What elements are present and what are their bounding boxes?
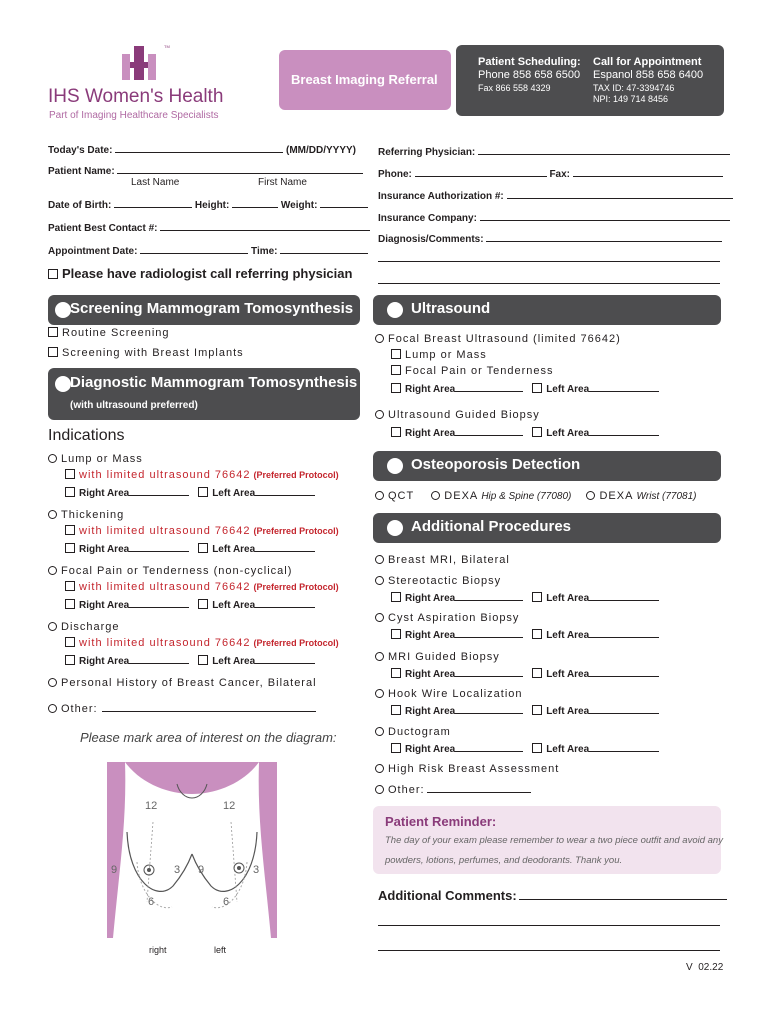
radio[interactable]: [48, 566, 57, 575]
left-area-label: Left Area: [546, 706, 590, 717]
diagnosis-label: Diagnosis/Comments:: [378, 234, 484, 245]
ap-other-option[interactable]: [375, 783, 531, 796]
reminder-text-line-2: powders, lotions, perfumes, and deodorants. Thank you.: [385, 855, 623, 866]
dob-label: Date of Birth:: [48, 200, 112, 211]
ind-focal-pain-areas[interactable]: [65, 598, 315, 611]
option-label: Hook Wire Localization: [388, 688, 523, 700]
preferred-protocol: (Preferred Protocol): [253, 470, 339, 480]
diagram-right-label: right: [149, 945, 167, 955]
routine-screening-option[interactable]: [48, 327, 170, 339]
radio[interactable]: [48, 678, 57, 687]
option-label: Focal Pain or Tenderness (non-cyclical): [61, 565, 293, 577]
checkbox[interactable]: [532, 383, 542, 393]
right-area-label: Right Area: [405, 428, 456, 439]
right-clock-12: 12: [145, 800, 158, 812]
ind-discharge-option[interactable]: [48, 621, 120, 633]
osteo-dexa-wrist-option[interactable]: [586, 490, 696, 502]
todays-date-field[interactable]: [48, 143, 356, 156]
checkbox[interactable]: [532, 705, 542, 715]
ind-thickening-option[interactable]: [48, 509, 124, 521]
appointment-espanol: Espanol 858 658 6400: [593, 69, 704, 81]
checkbox[interactable]: [198, 543, 208, 553]
radio[interactable]: [48, 704, 57, 713]
checkbox[interactable]: [48, 327, 58, 337]
radio[interactable]: [48, 510, 57, 519]
breast-diagram-illustration: [107, 762, 277, 938]
us-focal-areas[interactable]: [391, 382, 659, 395]
comments-line-2[interactable]: [378, 925, 720, 926]
radio[interactable]: [48, 454, 57, 463]
ultrasound-title: Ultrasound: [411, 300, 491, 317]
radio[interactable]: [375, 491, 384, 500]
checkbox[interactable]: [532, 629, 542, 639]
patient-reminder-box: [373, 806, 721, 874]
radio[interactable]: [375, 613, 384, 622]
option-label: Ductogram: [388, 726, 451, 738]
left-clock-12: 12: [223, 800, 236, 812]
dob-height-weight-field[interactable]: [48, 198, 368, 211]
right-area-label: Right Area: [405, 744, 456, 755]
checkbox[interactable]: [532, 743, 542, 753]
ind-discharge-ultrasound-option[interactable]: [65, 637, 339, 649]
radio[interactable]: [375, 785, 384, 794]
ind-focal-pain-ultrasound-option[interactable]: [65, 581, 339, 593]
checkbox[interactable]: [65, 637, 75, 647]
best-contact-label: Patient Best Contact #:: [48, 223, 158, 234]
left-clock-6: 6: [223, 896, 230, 908]
ap-ductogram-areas[interactable]: [391, 742, 659, 755]
checkbox[interactable]: [48, 269, 58, 279]
option-label: Ultrasound Guided Biopsy: [388, 409, 540, 421]
appointment-title: Call for Appointment: [593, 56, 702, 68]
ap-ductogram-option[interactable]: [375, 726, 451, 738]
reminder-text-line-1: The day of your exam please remember to wear a two piece outfit and avoid any: [385, 835, 723, 846]
right-clock-9: 9: [111, 864, 118, 876]
insurance-company-field[interactable]: [378, 211, 730, 224]
right-area-label: Right Area: [405, 706, 456, 717]
checkbox[interactable]: [532, 592, 542, 602]
date-format-hint: (MM/DD/YYYY): [286, 145, 356, 156]
additional-comments-label: Additional Comments:: [378, 888, 517, 903]
call-radiologist-option[interactable]: [48, 266, 352, 281]
left-area-label: Left Area: [212, 656, 256, 667]
height-label: Height:: [194, 200, 230, 211]
referring-physician-label: Referring Physician:: [378, 147, 476, 158]
checkbox[interactable]: [65, 581, 75, 591]
right-area-label: Right Area: [405, 384, 456, 395]
checkbox[interactable]: [198, 655, 208, 665]
version-label: V 02.22: [686, 962, 724, 973]
ind-thickening-ultrasound-option[interactable]: [65, 525, 339, 537]
screening-implants-option[interactable]: [48, 347, 244, 359]
checkbox[interactable]: [65, 543, 75, 553]
right-clock-6: 6: [148, 896, 155, 908]
us-lump-option[interactable]: [391, 349, 487, 361]
left-area-label: Left Area: [212, 600, 256, 611]
weight-label: Weight:: [280, 200, 318, 211]
checkbox[interactable]: [391, 592, 401, 602]
screening-title: Screening Mammogram Tomosynthesis: [70, 300, 354, 317]
radio[interactable]: [586, 491, 595, 500]
checkbox[interactable]: [391, 668, 401, 678]
call-radiologist-label: Please have radiologist call referring physician: [62, 266, 353, 281]
checkbox[interactable]: [391, 705, 401, 715]
us-guided-biopsy-option[interactable]: [375, 409, 540, 421]
osteoporosis-title: Osteoporosis Detection: [411, 456, 581, 473]
phone-label: Phone:: [378, 169, 412, 180]
option-label: Personal History of Breast Cancer, Bilateral: [61, 677, 317, 689]
option-label: Screening with Breast Implants: [62, 347, 244, 359]
ihs-logo-icon: [118, 42, 162, 86]
left-area-label: Left Area: [546, 384, 590, 395]
screening-header: [48, 295, 360, 325]
diagram-caption: Please mark area of interest on the diagram:: [80, 730, 337, 745]
bullet-dot-icon: [387, 520, 403, 536]
ap-cyst-areas[interactable]: [391, 628, 659, 641]
insurance-auth-field[interactable]: [378, 189, 733, 202]
option-label: with limited ultrasound 76642: [79, 637, 251, 649]
checkbox[interactable]: [391, 743, 401, 753]
ind-lump-ultrasound-option[interactable]: [65, 469, 339, 481]
right-area-label: Right Area: [79, 544, 130, 555]
ap-stereo-option[interactable]: [375, 575, 501, 587]
right-area-label: Right Area: [405, 669, 456, 680]
radio[interactable]: [375, 576, 384, 585]
option-label: Other:: [61, 703, 98, 715]
scheduling-phone: Phone 858 658 6500: [478, 69, 581, 81]
us-guided-areas[interactable]: [391, 426, 659, 439]
ap-mri-guided-areas[interactable]: [391, 667, 659, 680]
contact-box: [456, 45, 724, 116]
option-label: QCT: [388, 490, 415, 502]
option-sub: Wrist (77081): [636, 491, 697, 502]
fax-label: Fax:: [549, 169, 571, 180]
insurance-company-label: Insurance Company:: [378, 213, 477, 224]
option-label: MRI Guided Biopsy: [388, 651, 500, 663]
ultrasound-header: [373, 295, 721, 325]
additional-procedures-header: [373, 513, 721, 543]
checkbox[interactable]: [65, 599, 75, 609]
ind-discharge-areas[interactable]: [65, 654, 315, 667]
ind-other-option[interactable]: [48, 702, 316, 715]
radio[interactable]: [375, 334, 384, 343]
osteo-options: [375, 490, 697, 502]
diagnosis-line-3[interactable]: [378, 283, 720, 284]
left-area-label: Left Area: [212, 488, 256, 499]
right-area-label: Right Area: [79, 488, 130, 499]
us-focal-option[interactable]: [375, 333, 621, 345]
ind-focal-pain-option[interactable]: [48, 565, 292, 577]
patient-name-field[interactable]: [48, 164, 363, 177]
option-label: Focal Pain or Tenderness: [405, 365, 554, 377]
appointment-field[interactable]: [48, 244, 368, 257]
bullet-dot-icon: [387, 302, 403, 318]
preferred-protocol: (Preferred Protocol): [253, 582, 339, 592]
trademark: TM: [164, 44, 170, 49]
option-label: Focal Breast Ultrasound (limited 76642): [388, 333, 621, 345]
option-label: DEXA: [599, 490, 634, 502]
radio[interactable]: [375, 555, 384, 564]
ap-stereo-areas[interactable]: [391, 591, 659, 604]
diagnosis-line-2[interactable]: [378, 261, 720, 262]
patient-name-label: Patient Name:: [48, 166, 115, 177]
referring-physician-field[interactable]: [378, 145, 730, 158]
preferred-protocol: (Preferred Protocol): [253, 638, 339, 648]
left-area-label: Left Area: [546, 593, 590, 604]
right-clock-3: 3: [174, 864, 181, 876]
left-clock-9: 9: [198, 864, 205, 876]
option-sub: Hip & Spine (77080): [481, 491, 572, 502]
checkbox[interactable]: [48, 347, 58, 357]
checkbox[interactable]: [391, 349, 401, 359]
ap-cyst-option[interactable]: [375, 612, 519, 624]
right-area-label: Right Area: [405, 593, 456, 604]
left-area-label: Left Area: [212, 544, 256, 555]
diagnostic-subtitle: (with ultrasound preferred): [70, 400, 198, 411]
checkbox[interactable]: [198, 599, 208, 609]
option-label: with limited ultrasound 76642: [79, 581, 251, 593]
option-label: Lump or Mass: [405, 349, 487, 361]
ap-hook-option[interactable]: [375, 688, 523, 700]
osteoporosis-header: [373, 451, 721, 481]
right-area-label: Right Area: [405, 630, 456, 641]
option-label: Breast MRI, Bilateral: [388, 554, 510, 566]
option-label: Stereotactic Biopsy: [388, 575, 502, 587]
us-pain-option[interactable]: [391, 365, 554, 377]
radio[interactable]: [48, 622, 57, 631]
option-label: High Risk Breast Assessment: [388, 763, 560, 775]
ind-lump-option[interactable]: [48, 453, 143, 465]
bullet-dot-icon: [387, 458, 403, 474]
checkbox[interactable]: [391, 383, 401, 393]
bullet-dot-icon: [55, 302, 71, 318]
diagnostic-title: Diagnostic Mammogram Tomosynthesis: [70, 374, 358, 391]
left-area-label: Left Area: [546, 630, 590, 641]
ind-lump-areas[interactable]: [65, 486, 315, 499]
left-clock-3: 3: [253, 864, 260, 876]
brand-tagline: Part of Imaging Healthcare Specialists: [49, 110, 219, 121]
best-contact-field[interactable]: [48, 221, 370, 234]
option-label: with limited ultrasound 76642: [79, 525, 251, 537]
logo: [46, 38, 236, 128]
option-label: with limited ultrasound 76642: [79, 469, 251, 481]
reminder-title: Patient Reminder:: [385, 814, 497, 829]
option-label: Routine Screening: [62, 327, 170, 339]
right-area-label: Right Area: [79, 600, 130, 611]
option-label: Cyst Aspiration Biopsy: [388, 612, 520, 624]
option-label: Lump or Mass: [61, 453, 143, 465]
ind-history-option[interactable]: [48, 677, 317, 689]
radio[interactable]: [431, 491, 440, 500]
checkbox[interactable]: [65, 469, 75, 479]
checkbox[interactable]: [65, 525, 75, 535]
bullet-dot-icon: [55, 376, 71, 392]
tax-id: TAX ID: 47-3394746: [593, 83, 675, 93]
preferred-protocol: (Preferred Protocol): [253, 526, 339, 536]
radio[interactable]: [375, 727, 384, 736]
checkbox[interactable]: [532, 427, 542, 437]
checkbox[interactable]: [65, 655, 75, 665]
osteo-dexa-hip-option[interactable]: [431, 490, 571, 502]
radio[interactable]: [375, 689, 384, 698]
ap-high-risk-option[interactable]: [375, 763, 559, 775]
npi: NPI: 149 714 8456: [593, 94, 669, 104]
checkbox[interactable]: [65, 487, 75, 497]
right-area-label: Right Area: [79, 656, 130, 667]
title-tab: [279, 50, 451, 110]
radio[interactable]: [375, 410, 384, 419]
first-name-caption: First Name: [258, 177, 307, 188]
appointment-date-label: Appointment Date:: [48, 246, 138, 257]
left-area-label: Left Area: [546, 669, 590, 680]
brand-name: IHS Women's Health: [48, 86, 224, 107]
comments-line-3[interactable]: [378, 950, 720, 951]
ap-mri-guided-option[interactable]: [375, 651, 500, 663]
diagram-left-label: left: [214, 945, 227, 955]
option-label: Thickening: [61, 509, 125, 521]
left-area-label: Left Area: [546, 428, 590, 439]
radio[interactable]: [375, 652, 384, 661]
last-name-caption: Last Name: [131, 177, 180, 188]
left-area-label: Left Area: [546, 744, 590, 755]
checkbox[interactable]: [532, 668, 542, 678]
phone-fax-field[interactable]: [378, 167, 723, 180]
form-title: Breast Imaging Referral: [291, 72, 438, 87]
additional-procedures-title: Additional Procedures: [411, 518, 572, 535]
diagnostic-header: [48, 368, 360, 420]
option-label: Discharge: [61, 621, 120, 633]
ap-mri-option[interactable]: [375, 554, 510, 566]
checkbox[interactable]: [391, 629, 401, 639]
checkbox[interactable]: [198, 487, 208, 497]
ind-thickening-areas[interactable]: [65, 542, 315, 555]
diagnosis-field[interactable]: [378, 232, 722, 245]
additional-comments-field[interactable]: [378, 888, 727, 903]
osteo-qct-option[interactable]: [375, 490, 414, 502]
option-label: Other:: [388, 784, 425, 796]
breast-diagram[interactable]: [107, 762, 277, 938]
option-label: DEXA: [444, 490, 479, 502]
checkbox[interactable]: [391, 365, 401, 375]
todays-date-label: Today's Date:: [48, 145, 113, 156]
scheduling-title: Patient Scheduling:: [478, 56, 581, 68]
indications-title: Indications: [48, 427, 125, 444]
radio[interactable]: [375, 764, 384, 773]
scheduling-fax: Fax 866 558 4329: [478, 83, 551, 93]
checkbox[interactable]: [391, 427, 401, 437]
time-label: Time:: [251, 246, 278, 257]
ap-hook-areas[interactable]: [391, 704, 659, 717]
insurance-auth-label: Insurance Authorization #:: [378, 191, 504, 202]
